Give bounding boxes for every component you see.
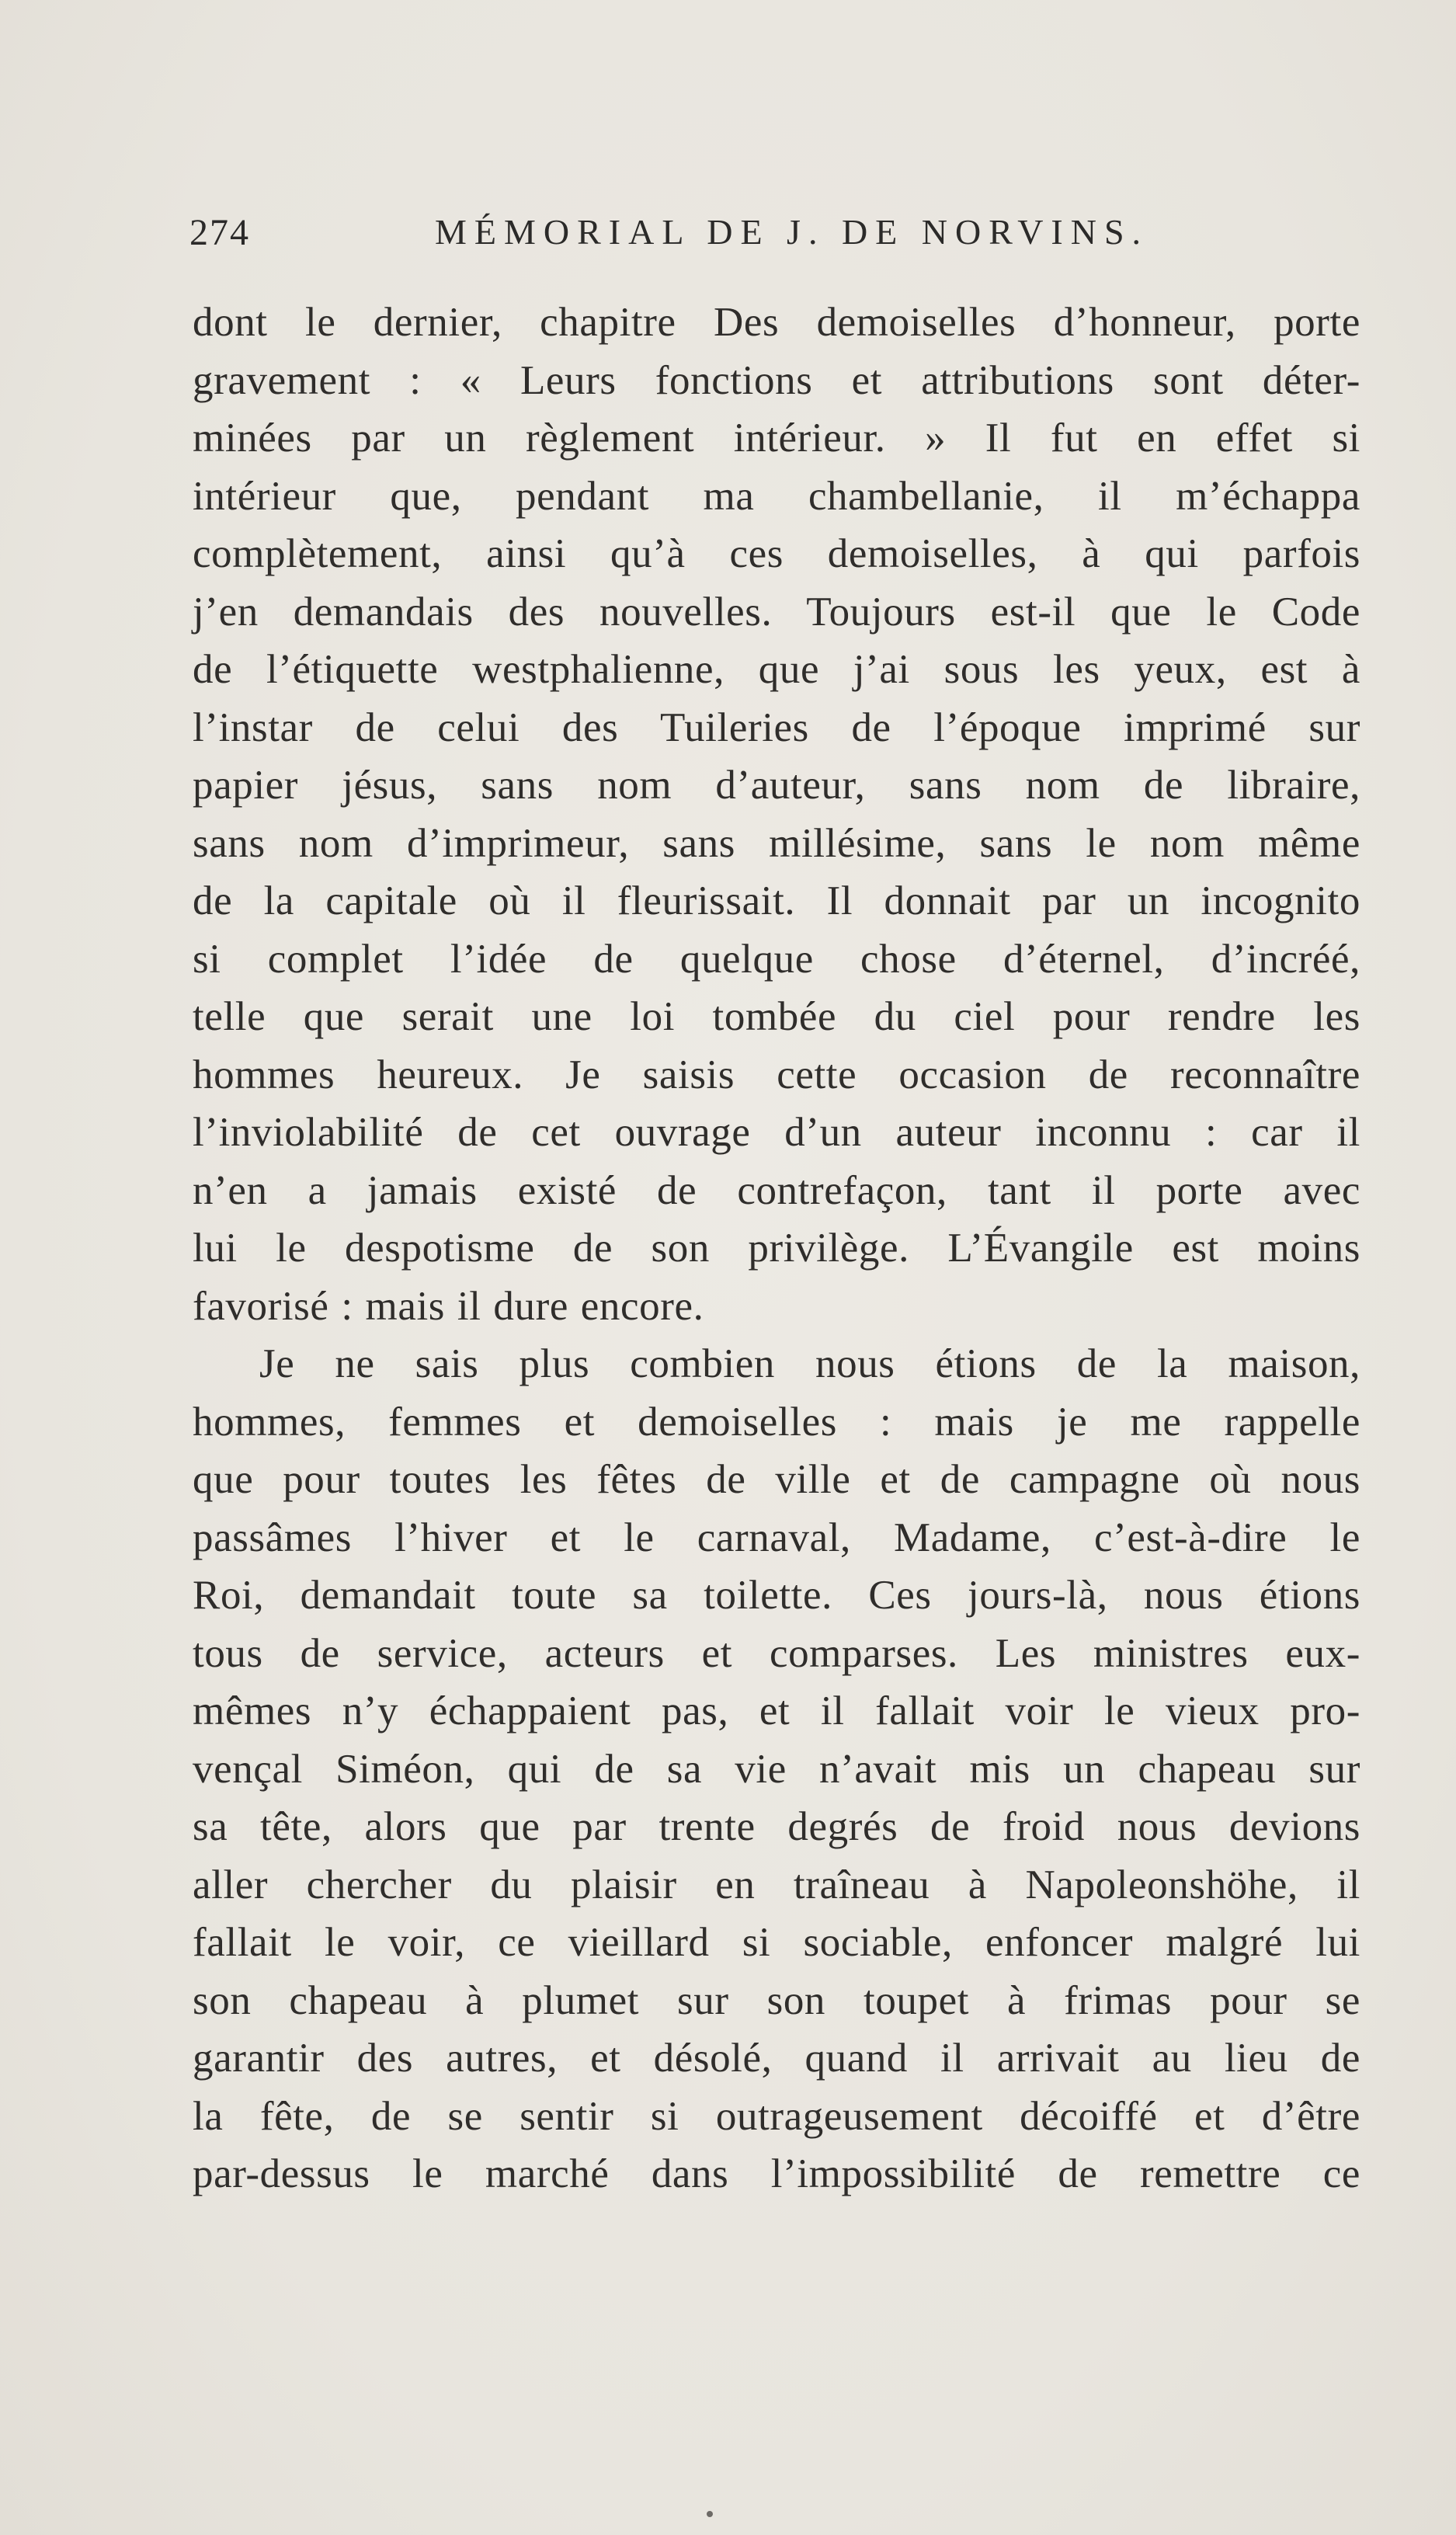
text-line: minées par un règlement intérieur. » Il fut en effet si xyxy=(193,416,1360,461)
text-line: que pour toutes les fêtes de ville et de campagne où nous xyxy=(193,1457,1360,1502)
page-number: 274 xyxy=(189,212,250,253)
text-line: n’en a jamais existé de contrefaçon, tant il porte avec xyxy=(193,1167,1360,1213)
text-line: mêmes n’y échappaient pas, et il fallait voir le vieux pro- xyxy=(193,1688,1360,1733)
text-line: Je ne sais plus combien nous étions de la maison, xyxy=(259,1341,1360,1386)
text-line: passâmes l’hiver et le carnaval, Madame, c’est-à-dire le xyxy=(193,1514,1360,1560)
text-line: j’en demandais des nouvelles. Toujours est-il que le Code xyxy=(193,589,1360,635)
page-header xyxy=(189,211,1183,273)
text-line: fallait le voir, ce vieillard si sociable, enfoncer malgré lui xyxy=(193,1920,1360,1965)
text-line: vençal Siméon, qui de sa vie n’avait mis un chapeau sur xyxy=(193,1746,1360,1792)
text-line: complètement, ainsi qu’à ces demoiselles, à qui parfois xyxy=(193,531,1360,576)
ink-speck xyxy=(707,2511,713,2517)
text-line: hommes, femmes et demoiselles : mais je me rappelle xyxy=(193,1399,1360,1445)
text-line: intérieur que, pendant ma chambellanie, il m’échappa xyxy=(193,473,1360,519)
text-line: gravement : « Leurs fonctions et attributions sont déter- xyxy=(193,357,1360,403)
text-line: son chapeau à plumet sur son toupet à frimas pour se xyxy=(193,1977,1360,2023)
text-line: garantir des autres, et désolé, quand il arrivait au lieu de xyxy=(193,2036,1360,2081)
text-line: l’instar de celui des Tuileries de l’époque imprimé sur xyxy=(193,704,1360,750)
text-line: sans nom d’imprimeur, sans millésime, sans le nom même xyxy=(193,820,1360,866)
text-line: dont le dernier, chapitre Des demoiselles d’honneur, porte xyxy=(193,300,1360,345)
text-line: lui le despotisme de son privilège. L’Évangile est moins xyxy=(193,1226,1360,1271)
text-line: Roi, demandait toute sa toilette. Ces jours-là, nous étions xyxy=(193,1573,1360,1618)
text-line: papier jésus, sans nom d’auteur, sans nom de libraire, xyxy=(193,763,1360,808)
text-line: la fête, de se sentir si outrageusement décoiffé et d’être xyxy=(193,2093,1360,2139)
text-line: par-dessus le marché dans l’impossibilité de remettre ce xyxy=(193,2151,1360,2196)
text-line: hommes heureux. Je saisis cette occasion de reconnaître xyxy=(193,1052,1360,1097)
running-title: MÉMORIAL DE J. DE NORVINS. xyxy=(435,212,1149,252)
text-line: tous de service, acteurs et comparses. Les ministres eux- xyxy=(193,1630,1360,1676)
text-line: aller chercher du plaisir en traîneau à Napoleonshöhe, il xyxy=(193,1862,1360,1907)
text-line: l’inviolabilité de cet ouvrage d’un auteur inconnu : car il xyxy=(193,1110,1360,1155)
text-line: favorisé : mais il dure encore. xyxy=(193,1283,704,1329)
text-line: si complet l’idée de quelque chose d’éternel, d’incréé, xyxy=(193,936,1360,982)
body-text xyxy=(193,294,1360,2203)
text-line: de la capitale où il fleurissait. Il donnait par un incognito xyxy=(193,878,1360,923)
text-line: telle que serait une loi tombée du ciel pour rendre les xyxy=(193,994,1360,1039)
text-line: de l’étiquette westphalienne, que j’ai sous les yeux, est à xyxy=(193,647,1360,692)
text-line: sa tête, alors que par trente degrés de froid nous devions xyxy=(193,1804,1360,1849)
